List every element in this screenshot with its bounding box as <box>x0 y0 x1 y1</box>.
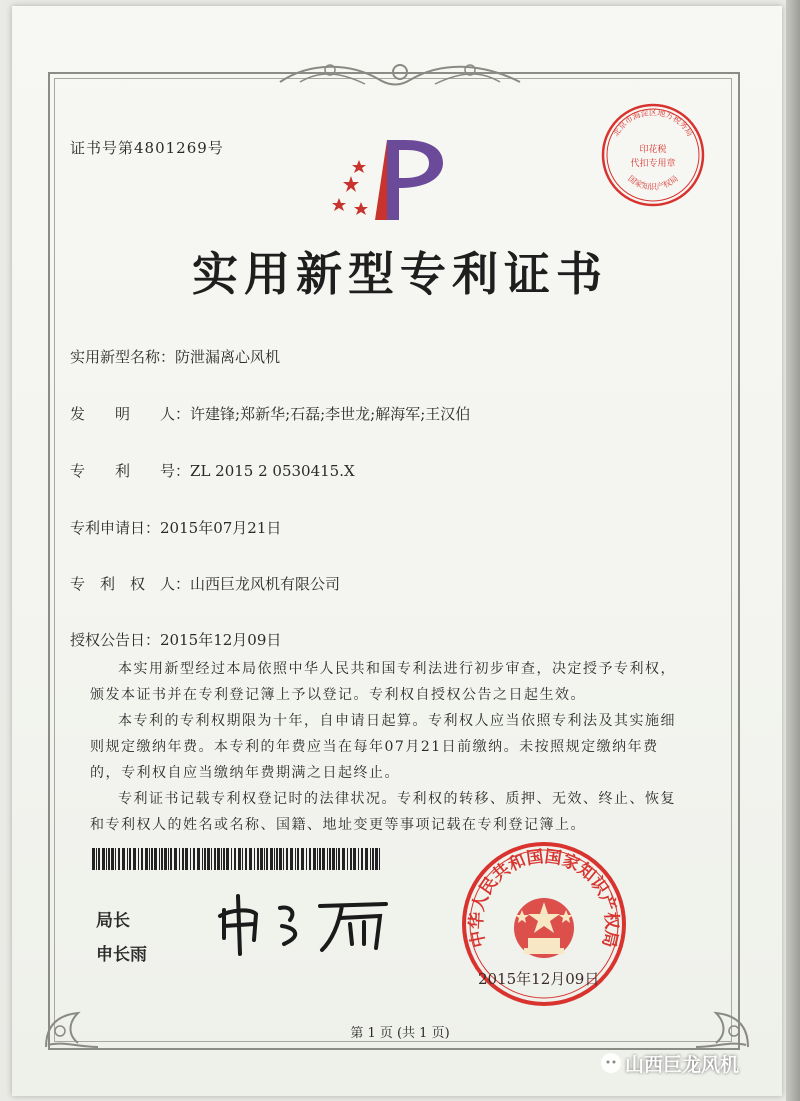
field-value: 山西巨龙风机有限公司 <box>190 575 341 593</box>
field-patentee <box>70 573 340 594</box>
watermark-text: 山西巨龙风机 <box>625 1054 740 1076</box>
barcode-bar <box>133 848 136 870</box>
barcode-bar <box>129 848 131 870</box>
barcode-bar <box>159 848 160 870</box>
tax-stamp-ring-text: 北京市海淀区地方税务局 <box>611 108 695 138</box>
body-paragraph-3: 专利证书记载专利权登记时的法律状况。专利权的转移、质押、无效、终止、恢复和专利权人的姓名或名称、国籍、地址变更等事项记载在专利登记簿上。 <box>90 791 676 833</box>
field-application-date <box>70 517 281 538</box>
barcode-bar <box>322 848 325 870</box>
barcode-bar <box>151 848 153 870</box>
barcode-bar <box>149 848 150 870</box>
field-grant-date <box>70 629 281 650</box>
seal-date: 2015年12月09日 <box>478 970 600 988</box>
barcode-bar <box>190 848 191 870</box>
field-value: 2015年07月21日 <box>160 519 282 537</box>
svg-text:北京市海淀区地方税务局 <box>610 107 694 138</box>
barcode-bar <box>231 848 232 870</box>
barcode-bar <box>226 848 229 870</box>
barcode-bar <box>204 848 206 870</box>
body-paragraph-1: 本实用新型经过本局依照中华人民共和国专利法进行初步审查，决定授予专利权，颁发本证书并在专利登记簿上予以登记。专利权自授权公告之日起生效。 <box>90 661 676 703</box>
certificate-body <box>90 656 680 838</box>
barcode-bar <box>96 848 97 870</box>
field-label: 专利申请日： <box>70 519 161 537</box>
barcode-bar <box>350 848 352 870</box>
barcode-bar <box>342 848 345 870</box>
field-value: 防泄漏离心风机 <box>175 348 281 366</box>
barcode-bar <box>327 848 328 870</box>
certificate-title: 实用新型专利证书 <box>192 247 608 301</box>
barcode-bar <box>295 848 296 870</box>
barcode-bar <box>170 848 172 870</box>
field-label: 实用新型名称： <box>70 348 176 366</box>
field-label: 专 利 权 人： <box>70 575 191 593</box>
barcode-bar <box>154 848 157 870</box>
field-label: 专 利 号： <box>70 462 191 480</box>
cnipa-logo <box>325 130 455 225</box>
barcode-bar <box>257 848 259 870</box>
tax-stamp <box>598 100 708 210</box>
barcode-bar <box>260 848 263 870</box>
barcode-bar <box>111 848 114 870</box>
signatory-title: 局长 <box>96 911 130 931</box>
barcode-bar <box>242 848 243 870</box>
barcode-bar <box>221 848 222 870</box>
signatory-name: 申长雨 <box>96 945 147 965</box>
barcode-bar <box>141 848 143 870</box>
barcode-bar <box>122 848 125 870</box>
barcode-bar <box>301 848 304 870</box>
barcode-bar <box>309 848 311 870</box>
barcode-bar <box>283 848 284 870</box>
barcode-bar <box>264 848 265 870</box>
barcode-bar <box>347 848 348 870</box>
barcode-bar <box>106 848 107 870</box>
tax-stamp-bottom-text: 国家知识产权局 <box>626 173 680 192</box>
barcode-bar <box>164 848 167 870</box>
barcode-bar <box>375 848 378 870</box>
barcode-bar <box>179 848 180 870</box>
tax-stamp-inner-2: 代扣专用章 <box>630 159 676 169</box>
barcode-bar <box>358 848 359 870</box>
barcode-bar <box>102 848 105 870</box>
barcode-bar <box>336 848 337 870</box>
field-inventors <box>70 403 470 424</box>
handwritten-signature <box>210 888 400 958</box>
barcode-bar <box>365 848 368 870</box>
page-number: 第 1 页 (共 1 页) <box>350 1026 450 1041</box>
barcode-bar <box>361 848 363 870</box>
field-value: ZL 2015 2 0530415.X <box>190 462 355 480</box>
barcode-bar <box>238 848 241 870</box>
barcode-bar <box>249 848 252 870</box>
barcode-bar <box>214 848 216 870</box>
barcode-bar <box>317 848 318 870</box>
barcode-bar <box>297 848 299 870</box>
barcode-bar <box>108 848 110 870</box>
barcode-bar <box>254 848 255 870</box>
barcode-bar <box>372 848 374 870</box>
barcode-bar <box>115 848 116 870</box>
barcode-bar <box>223 848 225 870</box>
tax-stamp-inner-1: 印花税 <box>639 145 667 155</box>
body-paragraph-2: 本专利的专利权期限为十年，自申请日起算。专利权人应当依照专利法及其实施细则规定缴纳年费。本专利的年费应当在每年07月21日前缴纳。未按照规定缴纳年费的，专利权自应当缴纳年费期满之日起终止。 <box>90 713 676 781</box>
barcode-bar <box>329 848 331 870</box>
field-label: 授权公告日： <box>70 631 161 649</box>
barcode-bar <box>98 848 100 870</box>
barcode-bar <box>193 848 195 870</box>
barcode-bar <box>338 848 340 870</box>
field-label: 发 明 人： <box>70 405 191 423</box>
barcode-bar <box>118 848 120 870</box>
barcode-bar <box>290 848 293 870</box>
barcode-bar <box>279 848 282 870</box>
barcode-bar <box>379 848 380 870</box>
barcode-bar <box>127 848 128 870</box>
barcode-bar <box>370 848 371 870</box>
barcode-bar <box>319 848 321 870</box>
top-ornament <box>270 58 530 94</box>
barcode-bar <box>92 848 95 870</box>
certificate-number: 证书号第4801269号 <box>70 139 224 157</box>
bottom-right-ornament <box>686 985 756 1055</box>
barcode-bar <box>313 848 316 870</box>
barcode-bar <box>286 848 288 870</box>
barcode-bar <box>245 848 247 870</box>
field-value: 2015年12月09日 <box>160 631 282 649</box>
barcode-bar <box>306 848 307 870</box>
barcode-bar <box>202 848 203 870</box>
barcode-bar <box>207 848 210 870</box>
barcode-bar <box>168 848 169 870</box>
svg-text:国家知识产权局 <box>626 174 679 192</box>
barcode-bar <box>174 848 177 870</box>
barcode-bar <box>185 848 188 870</box>
barcode-bar <box>182 848 184 870</box>
binding-spine <box>786 0 800 1101</box>
barcode-bar <box>145 848 148 870</box>
barcode <box>92 848 382 870</box>
barcode-bar <box>276 848 278 870</box>
field-value: 许建锋;郑新华;石磊;李世龙;解海军;王汉伯 <box>190 405 471 423</box>
barcode-bar <box>161 848 163 870</box>
barcode-bar <box>197 848 200 870</box>
barcode-bar <box>270 848 273 870</box>
barcode-bar <box>138 848 139 870</box>
barcode-bar <box>234 848 236 870</box>
barcode-bar <box>274 848 275 870</box>
barcode-bar <box>217 848 220 870</box>
barcode-bar <box>211 848 212 870</box>
wechat-icon <box>600 1052 622 1074</box>
barcode-bar <box>353 848 356 870</box>
barcode-bar <box>266 848 268 870</box>
field-patent-number <box>70 460 355 481</box>
official-seal-ring-text: 中华人民共和国国家知识产权局 <box>466 846 622 950</box>
field-utility-name <box>70 346 280 367</box>
barcode-bar <box>332 848 335 870</box>
bottom-left-ornament <box>38 985 108 1055</box>
